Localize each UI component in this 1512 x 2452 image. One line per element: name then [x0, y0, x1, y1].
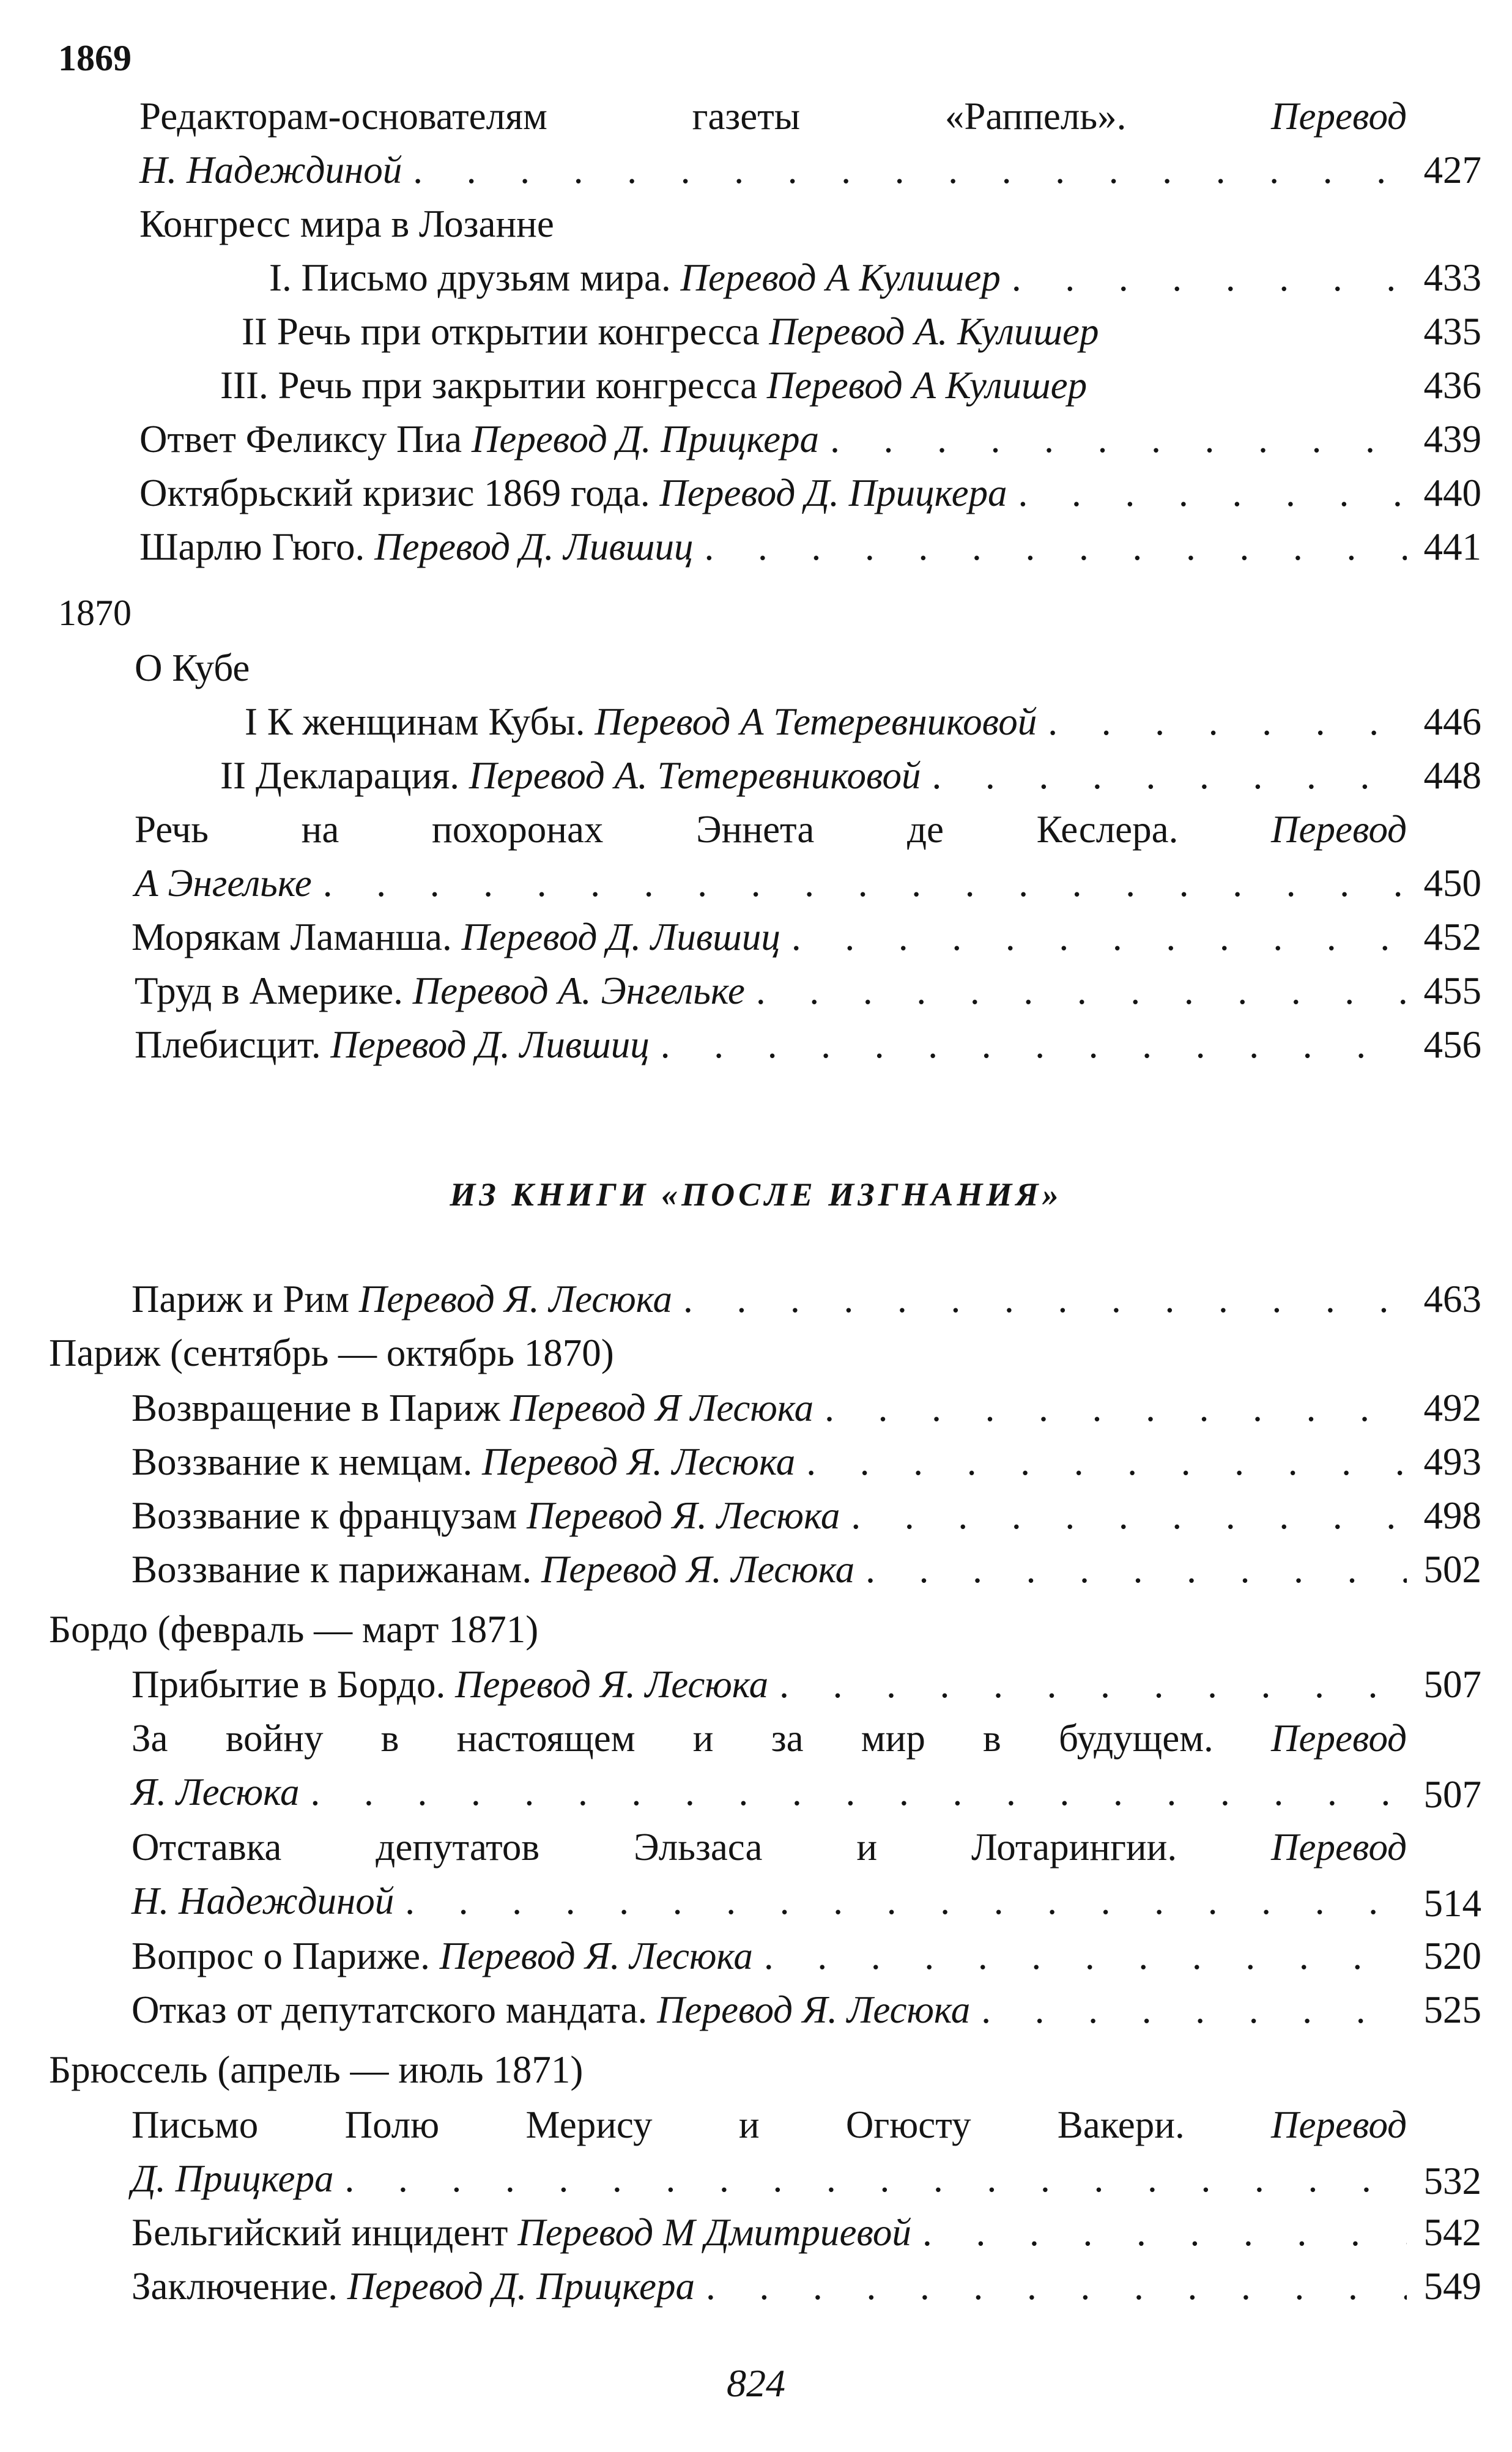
toc-subheading: Конгресс мира в Лозанне	[139, 202, 554, 245]
group-heading-bordeaux: Бордо (февраль — март 1871)	[49, 1608, 539, 1651]
dot-leader	[311, 1768, 1407, 1817]
toc-entry-title[interactable]	[139, 92, 1407, 141]
dot-leader	[830, 415, 1407, 464]
page-ref: 455	[1423, 969, 1481, 1012]
year-heading-1870: 1870	[58, 593, 132, 633]
entry-title-text: Прибытие в Бордо.	[132, 1663, 446, 1706]
dot-leader	[1048, 697, 1407, 746]
toc-entry-line[interactable]	[132, 1876, 1407, 1925]
toc-entry[interactable]	[132, 2262, 1407, 2311]
toc-entry[interactable]	[132, 2208, 1407, 2257]
dot-leader	[706, 2262, 1407, 2311]
entry-title-text: I К женщинам Кубы.	[245, 700, 585, 743]
entry-title-text: I. Письмо друзьям мира.	[269, 256, 671, 299]
dot-leader	[865, 1545, 1407, 1594]
entry-title-text: Отставка депутатов Эльзаса и Лотарингии.	[132, 1826, 1177, 1869]
toc-entry[interactable]	[132, 1545, 1407, 1594]
entry-translator-text: Перевод Я. Лесюка	[358, 1278, 673, 1320]
toc-entry[interactable]	[220, 361, 1407, 410]
toc-entry[interactable]	[135, 966, 1407, 1015]
entry-title-text: Возвращение в Париж	[132, 1387, 500, 1429]
entry-translator-text: Перевод А. Тетеревниковой	[469, 754, 921, 797]
entry-title-text: Плебисцит.	[135, 1023, 321, 1066]
page-ref: 427	[1423, 149, 1481, 191]
toc-entry[interactable]	[139, 469, 1407, 517]
toc-entry[interactable]	[132, 913, 1407, 961]
entry-translator-text: Перевод А Кулишер	[680, 256, 1001, 299]
entry-translator-text: Перевод А Тетеревниковой	[595, 700, 1037, 743]
entry-title-text: Воззвание к французам	[132, 1494, 517, 1537]
entry-translator-text: Перевод Д. Лившиц	[374, 525, 694, 568]
entry-title-text: II Речь при открытии конгресса	[242, 310, 760, 353]
entry-translator-text: Н. Надеждиной	[132, 1880, 395, 1922]
entry-translator-text: Перевод А. Кулишер	[769, 310, 1099, 353]
toc-entry[interactable]	[242, 307, 1407, 356]
toc-entry-line[interactable]	[132, 2154, 1407, 2203]
page-ref: 520	[1423, 1935, 1481, 1977]
toc-entry[interactable]	[220, 751, 1407, 800]
entry-translator-text: Перевод	[1271, 1826, 1407, 1869]
page-ref: 542	[1423, 2211, 1481, 2254]
entry-title-text: Речь на похоронах Эннета де Кеслера.	[135, 808, 1179, 851]
entry-title-text: III. Речь при закрытии конгресса	[220, 364, 758, 407]
page-ref: 493	[1423, 1440, 1481, 1483]
dot-leader	[413, 146, 1407, 194]
toc-entry[interactable]	[132, 1275, 1407, 1324]
page-ref: 440	[1423, 472, 1481, 514]
toc-entry[interactable]	[139, 415, 1407, 464]
entry-translator-text: Перевод А. Энгельке	[412, 969, 745, 1012]
entry-title-text: Морякам Ламанша.	[132, 916, 452, 958]
page-ref: 507	[1423, 1773, 1481, 1816]
dot-leader	[779, 1660, 1407, 1709]
entry-title-text: Письмо Полю Мерису и Огюсту Вакери.	[132, 2103, 1185, 2146]
entry-translator-text: Перевод	[1271, 2103, 1407, 2146]
dot-leader	[756, 966, 1407, 1015]
entry-title-text: Отказ от депутатского мандата.	[132, 1988, 648, 2031]
page-ref: 435	[1423, 310, 1481, 353]
page-number: 824	[727, 2361, 785, 2405]
toc-entry-line[interactable]	[139, 146, 1407, 194]
entry-title-text: Октябрьский кризис 1869 года.	[139, 472, 650, 514]
entry-title-text: Бельгийский инцидент	[132, 2211, 508, 2254]
dot-leader	[704, 522, 1407, 571]
group-heading-paris: Париж (сентябрь — октябрь 1870)	[49, 1332, 614, 1374]
entry-translator-text: Я. Лесюка	[132, 1771, 300, 1813]
entry-translator-text: Перевод Я. Лесюка	[454, 1663, 769, 1706]
entry-translator-text: Перевод Я. Лесюка	[439, 1935, 753, 1977]
section-title: ИЗ КНИГИ «ПОСЛЕ ИЗГНАНИЯ»	[450, 1176, 1062, 1213]
toc-entry-title[interactable]	[132, 1823, 1407, 1872]
dot-leader	[405, 1876, 1407, 1925]
dot-leader	[344, 2154, 1407, 2203]
page-ref: 514	[1423, 1882, 1481, 1925]
entry-translator-text: Перевод Д. Прицкера	[471, 418, 820, 461]
page-ref: 507	[1423, 1663, 1481, 1706]
entry-title-text: Заключение.	[132, 2265, 338, 2308]
entry-translator-text: Перевод	[1271, 1717, 1407, 1760]
page-ref: 532	[1423, 2160, 1481, 2202]
entry-title-text: Шарлю Гюго.	[139, 525, 365, 568]
entry-translator-text: Перевод Д. Лившиц	[330, 1023, 650, 1066]
toc-entry-title[interactable]	[132, 2100, 1407, 2149]
entry-translator-text: Перевод Д. Прицкера	[347, 2265, 695, 2308]
dot-leader	[764, 1932, 1407, 1980]
page-ref: 498	[1423, 1494, 1481, 1537]
toc-entry[interactable]	[269, 253, 1407, 302]
toc-entry[interactable]	[132, 1985, 1407, 2034]
entry-translator-text: Перевод Я Лесюка	[510, 1387, 814, 1429]
entry-translator-text: Перевод	[1271, 808, 1407, 851]
entry-translator-text: Н. Надеждиной	[139, 149, 402, 191]
toc-entry[interactable]	[132, 1491, 1407, 1540]
page-ref: 502	[1423, 1548, 1481, 1591]
dot-leader	[1018, 469, 1407, 517]
page-ref: 525	[1423, 1988, 1481, 2031]
page-ref: 436	[1423, 364, 1481, 407]
entry-translator-text: Д. Прицкера	[132, 2157, 334, 2200]
entry-translator-text: Перевод Д. Прицкера	[659, 472, 1007, 514]
toc-entry-line[interactable]	[132, 1768, 1407, 1817]
toc-entry-title[interactable]	[132, 1714, 1407, 1763]
page-ref: 549	[1423, 2265, 1481, 2308]
dot-leader	[806, 1437, 1407, 1486]
dot-leader	[1012, 253, 1407, 302]
toc-subheading: О Кубе	[135, 646, 250, 689]
page-ref: 450	[1423, 862, 1481, 905]
entry-translator-text: Перевод Я. Лесюка	[657, 1988, 971, 2031]
toc-entry[interactable]	[132, 1932, 1407, 1980]
entry-title-text: II Декларация.	[220, 754, 460, 797]
entry-translator-text: Перевод А Кулишер	[766, 364, 1088, 407]
page-ref: 448	[1423, 754, 1481, 797]
entry-translator-text: Перевод М Дмитриевой	[517, 2211, 911, 2254]
page-ref: 463	[1423, 1278, 1481, 1320]
entry-title-text: Вопрос о Париже.	[132, 1935, 430, 1977]
toc-entry[interactable]	[132, 1383, 1407, 1432]
toc-entry[interactable]	[132, 1437, 1407, 1486]
page-ref: 452	[1423, 916, 1481, 958]
page-ref: 456	[1423, 1023, 1481, 1066]
entry-translator-text: Перевод Я. Лесюка	[482, 1440, 796, 1483]
dot-leader	[851, 1491, 1407, 1540]
page-ref: 439	[1423, 418, 1481, 461]
entry-title-text: Воззвание к парижанам.	[132, 1548, 532, 1591]
entry-title-text: За войну в настоящем и за мир в будущем.	[132, 1717, 1214, 1760]
toc-entry-title[interactable]	[135, 805, 1407, 854]
toc-entry[interactable]	[135, 1020, 1407, 1069]
dot-leader	[323, 859, 1407, 908]
dot-leader	[825, 1383, 1407, 1432]
page-ref: 433	[1423, 256, 1481, 299]
year-heading-1869: 1869	[58, 38, 132, 78]
dot-leader	[922, 2208, 1407, 2257]
page-ref: 492	[1423, 1387, 1481, 1429]
dot-leader	[981, 1985, 1407, 2034]
group-heading-brussels: Брюссель (апрель — июль 1871)	[49, 2048, 584, 2091]
entry-title-text: Ответ Феликсу Пиа	[139, 418, 462, 461]
page-ref: 446	[1423, 700, 1481, 743]
toc-entry-line[interactable]	[135, 859, 1407, 908]
dot-leader	[661, 1020, 1407, 1069]
toc-entry[interactable]	[132, 1660, 1407, 1709]
entry-title-text: Париж и Рим	[132, 1278, 350, 1320]
entry-translator-text: Перевод	[1271, 95, 1407, 138]
page-ref: 441	[1423, 525, 1481, 568]
entry-translator-text: Перевод Я. Лесюка	[541, 1548, 855, 1591]
toc-entry[interactable]	[139, 522, 1407, 571]
toc-entry[interactable]	[245, 697, 1407, 746]
dot-leader	[932, 751, 1407, 800]
dot-leader	[683, 1275, 1407, 1324]
entry-translator-text: Перевод Д. Лившиц	[461, 916, 780, 958]
entry-translator-text: Перевод Я. Лесюка	[527, 1494, 840, 1537]
dot-leader	[791, 913, 1407, 961]
entry-title-text: Редакторам-основателям газеты «Раппель».	[139, 95, 1127, 138]
entry-title-text: Труд в Америке.	[135, 969, 403, 1012]
entry-translator-text: А Энгельке	[135, 862, 312, 905]
entry-title-text: Воззвание к немцам.	[132, 1440, 473, 1483]
